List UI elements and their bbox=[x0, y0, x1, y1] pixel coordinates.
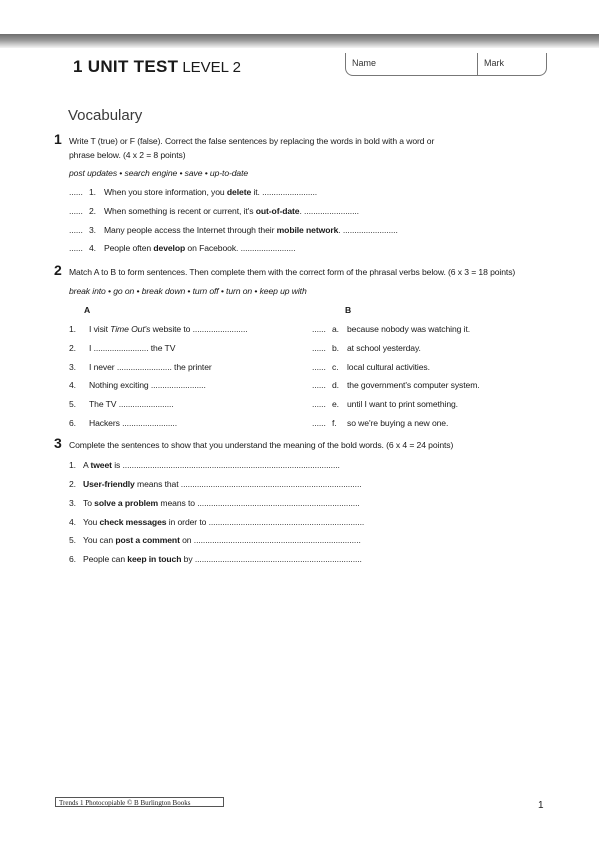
list-item bbox=[83, 517, 364, 527]
name-mark-divider bbox=[477, 53, 478, 75]
item-text: People can bbox=[83, 554, 128, 564]
list-item bbox=[83, 460, 340, 470]
item-number: 6. bbox=[69, 554, 76, 564]
item-text: You bbox=[83, 517, 100, 527]
exercise-2-number: 2 bbox=[54, 262, 62, 278]
item-text: . ........................ bbox=[338, 225, 398, 235]
item-number: 2. bbox=[69, 479, 76, 489]
item-text: website to ........................ bbox=[150, 324, 248, 334]
item-text: When something is recent or current, it's bbox=[104, 206, 256, 216]
item-number: 5. bbox=[69, 399, 76, 409]
item-text: A bbox=[83, 460, 91, 470]
column-b-heading: B bbox=[345, 305, 352, 315]
item-text: in order to .................................................................... bbox=[166, 517, 365, 527]
item-number: 4. bbox=[69, 517, 76, 527]
item-text: means to ....................................................................... bbox=[158, 498, 360, 508]
item-text: People often bbox=[104, 243, 154, 253]
item-number: 1. bbox=[89, 187, 96, 197]
page-title bbox=[73, 57, 241, 77]
item-text: You can bbox=[83, 535, 116, 545]
exercise-1-instructions-line2: phrase below. (4 x 2 = 8 points) bbox=[69, 150, 186, 160]
item-text: . ........................ bbox=[299, 206, 359, 216]
exercise-1-instructions-line1: Write T (true) or F (false). Correct the false sentences by replacing the words in bold with a word or bbox=[69, 136, 435, 146]
bold-word: keep in touch bbox=[127, 554, 182, 564]
answer-blank: ...... bbox=[312, 324, 326, 334]
item-number: 2. bbox=[69, 343, 76, 353]
answer-blank: ...... bbox=[69, 243, 83, 253]
section-title: Vocabulary bbox=[68, 107, 143, 124]
column-b-text: at school yesterday. bbox=[347, 343, 421, 353]
item-text: I visit bbox=[89, 324, 111, 334]
list-item bbox=[104, 187, 317, 197]
footer-copyright: Trends 1 Photocopiable © B Burlington Books bbox=[55, 797, 224, 807]
column-b-text: so we're buying a new one. bbox=[347, 418, 449, 428]
option-letter: d. bbox=[332, 380, 339, 390]
bold-word: solve a problem bbox=[94, 498, 159, 508]
item-number: 1. bbox=[69, 460, 76, 470]
answer-blank: ...... bbox=[312, 380, 326, 390]
item-number: 3. bbox=[69, 498, 76, 508]
exercise-2-word-bank: break into • go on • break down • turn off • turn on • keep up with bbox=[69, 286, 307, 296]
item-number: 1. bbox=[69, 324, 76, 334]
option-letter: c. bbox=[332, 362, 339, 372]
item-text: Many people access the Internet through their bbox=[104, 225, 277, 235]
option-letter: e. bbox=[332, 399, 339, 409]
item-text: I ........................ the TV bbox=[89, 343, 176, 353]
answer-blank: ...... bbox=[69, 206, 83, 216]
bold-word: check messages bbox=[99, 517, 167, 527]
item-text: I never ........................ the printer bbox=[89, 362, 212, 372]
exercise-1-number: 1 bbox=[54, 131, 62, 147]
italic-text: Time Out's bbox=[110, 324, 151, 334]
bold-word: tweet bbox=[90, 460, 112, 470]
column-a-text bbox=[89, 343, 175, 353]
column-a-text bbox=[89, 362, 212, 372]
bold-word: develop bbox=[153, 243, 186, 253]
exercise-3-number: 3 bbox=[54, 435, 62, 451]
answer-blank: ...... bbox=[312, 418, 326, 428]
item-text: To bbox=[83, 498, 95, 508]
column-a-text bbox=[89, 324, 248, 334]
list-item bbox=[104, 206, 359, 216]
option-letter: a. bbox=[332, 324, 339, 334]
option-letter: f. bbox=[332, 418, 337, 428]
answer-blank: ...... bbox=[69, 187, 83, 197]
list-item bbox=[104, 225, 398, 235]
answer-blank: ...... bbox=[312, 343, 326, 353]
option-letter: b. bbox=[332, 343, 339, 353]
column-b-text: because nobody was watching it. bbox=[347, 324, 471, 334]
column-a-text bbox=[89, 380, 206, 390]
item-number: 4. bbox=[89, 243, 96, 253]
bold-word: mobile network bbox=[276, 225, 339, 235]
list-item bbox=[104, 243, 296, 253]
bold-word: User-friendly bbox=[83, 479, 135, 489]
item-number: 2. bbox=[89, 206, 96, 216]
bold-word: out-of-date bbox=[255, 206, 300, 216]
column-b-text: the government's computer system. bbox=[347, 380, 480, 390]
item-text: means that ............................................................................... bbox=[134, 479, 362, 489]
column-b-text: local cultural activities. bbox=[347, 362, 430, 372]
list-item bbox=[83, 554, 362, 564]
exercise-1-word-bank: post updates • search engine • save • up-to-date bbox=[69, 168, 249, 178]
unit-title: 1 UNIT TEST bbox=[73, 57, 179, 76]
bold-word: post a comment bbox=[115, 535, 180, 545]
item-text: Hackers ........................ bbox=[89, 418, 178, 428]
list-item bbox=[83, 498, 360, 508]
name-mark-box[interactable] bbox=[345, 53, 547, 76]
column-a-text bbox=[89, 399, 174, 409]
mark-label: Mark bbox=[484, 58, 504, 68]
item-text: Nothing exciting ........................ bbox=[89, 380, 206, 390]
answer-blank: ...... bbox=[69, 225, 83, 235]
column-a-text bbox=[89, 418, 177, 428]
item-text: on ......................................................................... bbox=[179, 535, 361, 545]
answer-blank: ...... bbox=[312, 399, 326, 409]
item-text: The TV ........................ bbox=[89, 399, 174, 409]
item-number: 4. bbox=[69, 380, 76, 390]
exercise-2-instructions: Match A to B to form sentences. Then complete them with the correct form of the phrasal verbs below. (6 x 3 = 18 points) bbox=[69, 267, 516, 277]
list-item bbox=[83, 535, 361, 545]
top-gradient-band bbox=[0, 34, 599, 48]
item-text: by ......................................................................... bbox=[181, 554, 362, 564]
item-text: is ............................................................................................... bbox=[111, 460, 340, 470]
column-a-heading: A bbox=[84, 305, 91, 315]
name-label: Name bbox=[352, 58, 377, 68]
bold-word: delete bbox=[226, 187, 252, 197]
item-number: 3. bbox=[69, 362, 76, 372]
item-number: 3. bbox=[89, 225, 96, 235]
level-label: LEVEL 2 bbox=[182, 59, 241, 76]
answer-blank: ...... bbox=[312, 362, 326, 372]
item-text: it. ........................ bbox=[251, 187, 318, 197]
exercise-3-instructions: Complete the sentences to show that you understand the meaning of the bold words. (6 x 4 = 24 points) bbox=[69, 440, 454, 450]
list-item bbox=[83, 479, 362, 489]
column-b-text: until I want to print something. bbox=[347, 399, 458, 409]
page-number: 1 bbox=[538, 800, 544, 811]
item-text: on Facebook. ........................ bbox=[185, 243, 296, 253]
item-number: 6. bbox=[69, 418, 76, 428]
item-number: 5. bbox=[69, 535, 76, 545]
item-text: When you store information, you bbox=[104, 187, 227, 197]
